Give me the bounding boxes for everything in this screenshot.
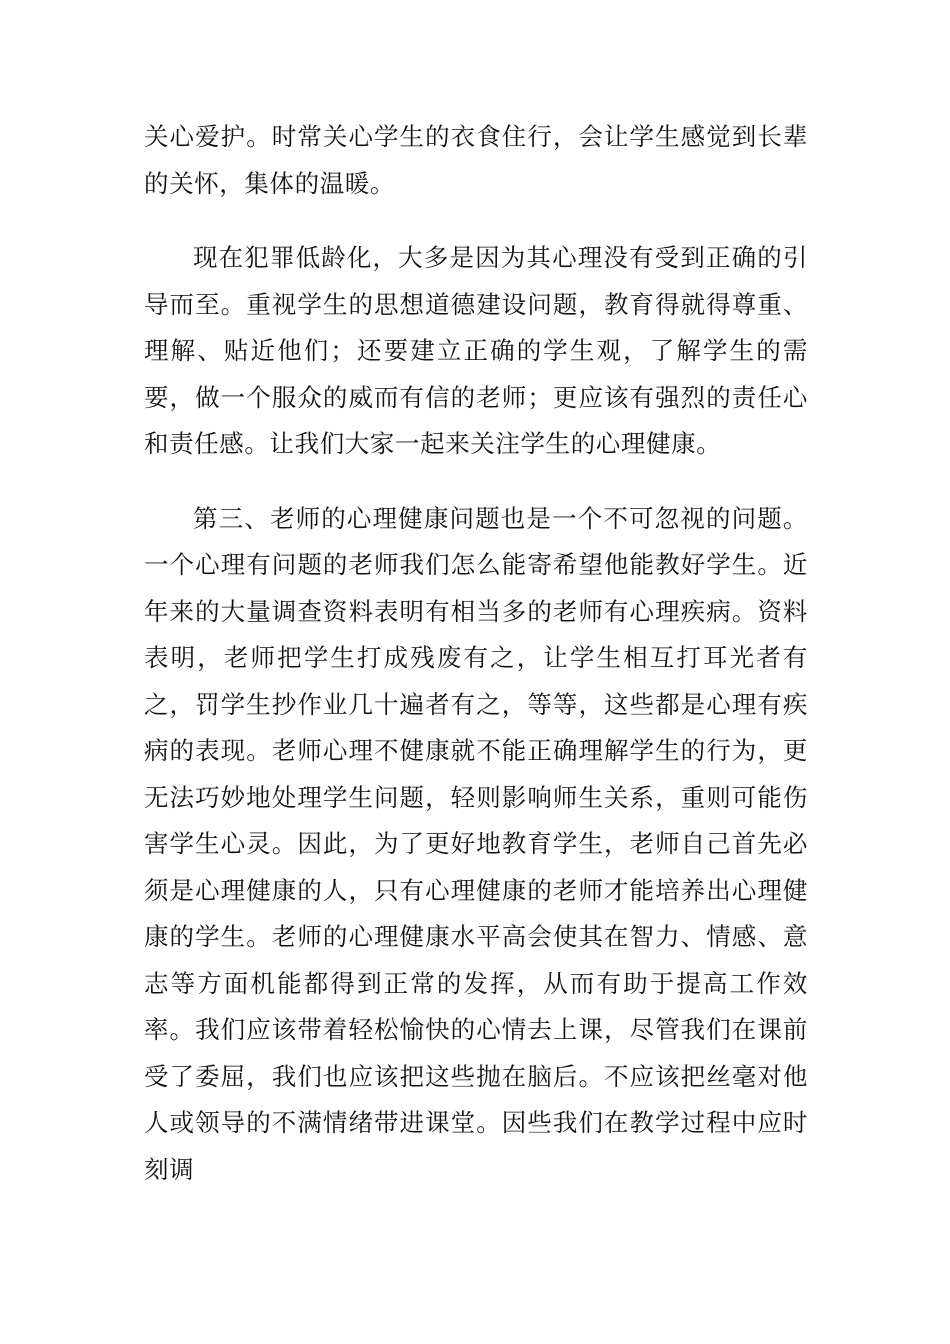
paragraph-1: 关心爱护。时常关心学生的衣食住行，会让学生感觉到长辈的关怀，集体的温暖。 — [144, 122, 808, 198]
paragraph-gap — [144, 468, 808, 496]
paragraph-gap — [144, 207, 808, 235]
document-body — [144, 114, 808, 1193]
paragraph-2: 现在犯罪低龄化，大多是因为其心理没有受到正确的引导而至。重视学生的思想道德建设问题，教育得就得尊重、理解、贴近他们；还要建立正确的学生观，了解学生的需要，做一个服众的威而有信的老师；更应该有强烈的责任心和责任感。让我们大家一起来关注学生的心理健康。 — [144, 243, 808, 458]
paragraph-3: 第三、老师的心理健康问题也是一个不可忽视的问题。一个心理有问题的老师我们怎么能寄希望他能教好学生。近年来的大量调查资料表明有相当多的老师有心理疾病。资料表明，老师把学生打成残废有之，让学生相互打耳光者有之，罚学生抄作业几十遍者有之，等等，这些都是心理有疾病的表现。老师心理不健康就不能正确理解学生的行为，更无法巧妙地处理学生问题，轻则影响师生关系，重则可能伤害学生心灵。因此，为了更好地教育学生，老师自己首先必须是心理健康的人，只有心理健康的老师才能培养出心理健康的学生。老师的心理健康水平高会使其在智力、情感、意志等方面机能都得到正常的发挥，从而有助于提高工作效率。我们应该带着轻松愉快的心情去上课，尽管我们在课前受了委屈，我们也应该把这些抛在脑后。不应该把丝毫对他人或领导的不满情绪带进课堂。因些我们在教学过程中应时刻调 — [144, 503, 808, 1184]
